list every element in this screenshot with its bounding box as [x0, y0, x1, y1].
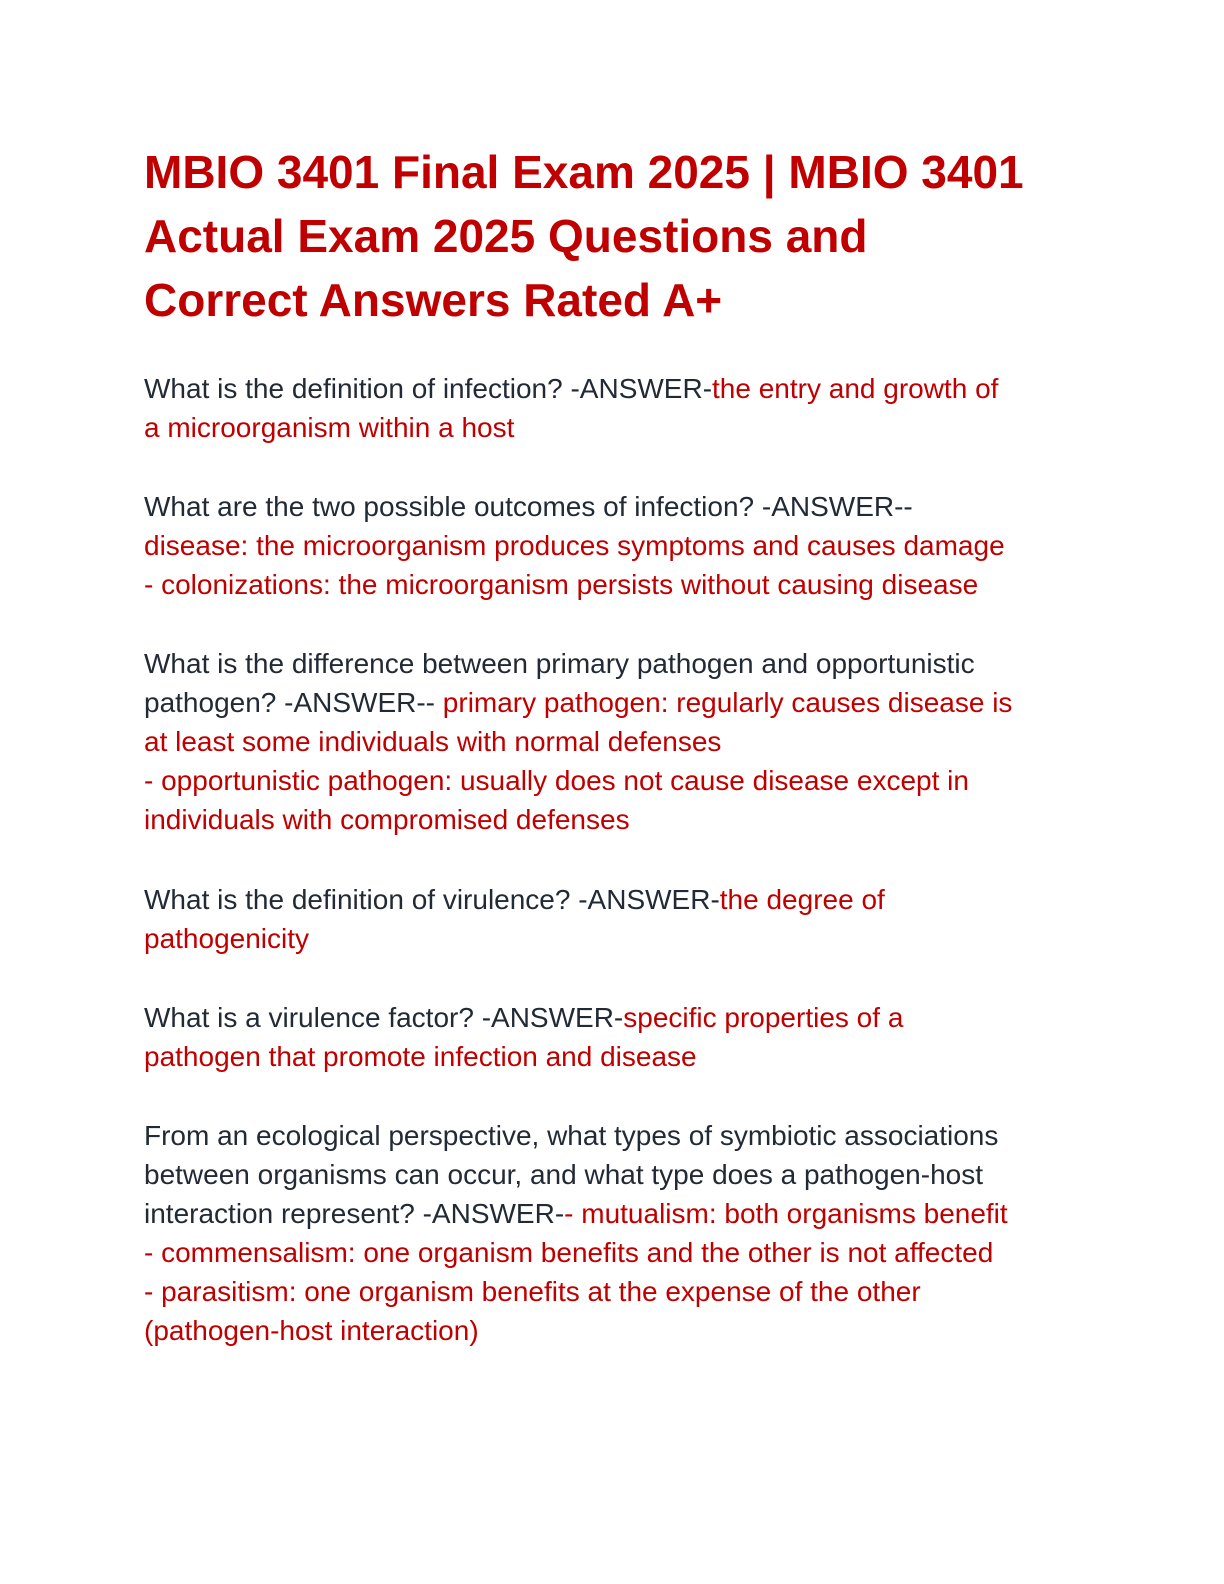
answer-text: disease: the microorganism produces symptoms and causes damage	[144, 530, 1005, 561]
answer-text: pathogen that promote infection and disease	[144, 1041, 697, 1072]
answer-text: at least some individuals with normal defenses	[144, 726, 722, 757]
answer-text: - parasitism: one organism benefits at the expense of the other	[144, 1276, 921, 1307]
question-text: between organisms can occur, and what type does a pathogen-host	[144, 1159, 983, 1190]
answer-text: (pathogen-host interaction)	[144, 1315, 479, 1346]
qa-item	[144, 487, 1084, 604]
question-text: What is the definition of virulence? -ANSWER-	[144, 884, 720, 915]
answer-text: - commensalism: one organism benefits and the other is not affected	[144, 1237, 994, 1268]
title-line: Correct Answers Rated A+	[144, 274, 723, 326]
answer-text: - opportunistic pathogen: usually does not cause disease except in	[144, 765, 969, 796]
question-text: interaction represent? -ANSWER-	[144, 1198, 565, 1229]
question-text: pathogen? -ANSWER--	[144, 687, 436, 718]
question-text: What are the two possible outcomes of infection? -ANSWER--	[144, 491, 913, 522]
answer-text: pathogenicity	[144, 923, 310, 954]
document-title	[144, 140, 1084, 332]
answer-text: the degree of	[719, 884, 885, 915]
answer-text: - colonizations: the microorganism persists without causing disease	[144, 569, 979, 600]
qa-item	[144, 369, 1084, 447]
answer-text: primary pathogen: regularly causes disease is	[435, 687, 1013, 718]
qa-item	[144, 644, 1084, 839]
answer-text: specific properties of a	[623, 1002, 904, 1033]
answer-text: the entry and growth of	[712, 373, 999, 404]
question-text: What is the definition of infection? -ANSWER-	[144, 373, 713, 404]
qa-item	[144, 880, 1084, 958]
question-text: What is a virulence factor? -ANSWER-	[144, 1002, 624, 1033]
title-line: Actual Exam 2025 Questions and	[144, 210, 868, 262]
qa-item	[144, 998, 1084, 1076]
question-text: From an ecological perspective, what types of symbiotic associations	[144, 1120, 999, 1151]
answer-text: - mutualism: both organisms benefit	[564, 1198, 1008, 1229]
answer-text: a microorganism within a host	[144, 412, 515, 443]
title-line: MBIO 3401 Final Exam 2025 | MBIO 3401	[144, 146, 1024, 198]
question-text: What is the difference between primary pathogen and opportunistic	[144, 648, 975, 679]
answer-text: individuals with compromised defenses	[144, 804, 630, 835]
qa-item	[144, 1116, 1084, 1350]
